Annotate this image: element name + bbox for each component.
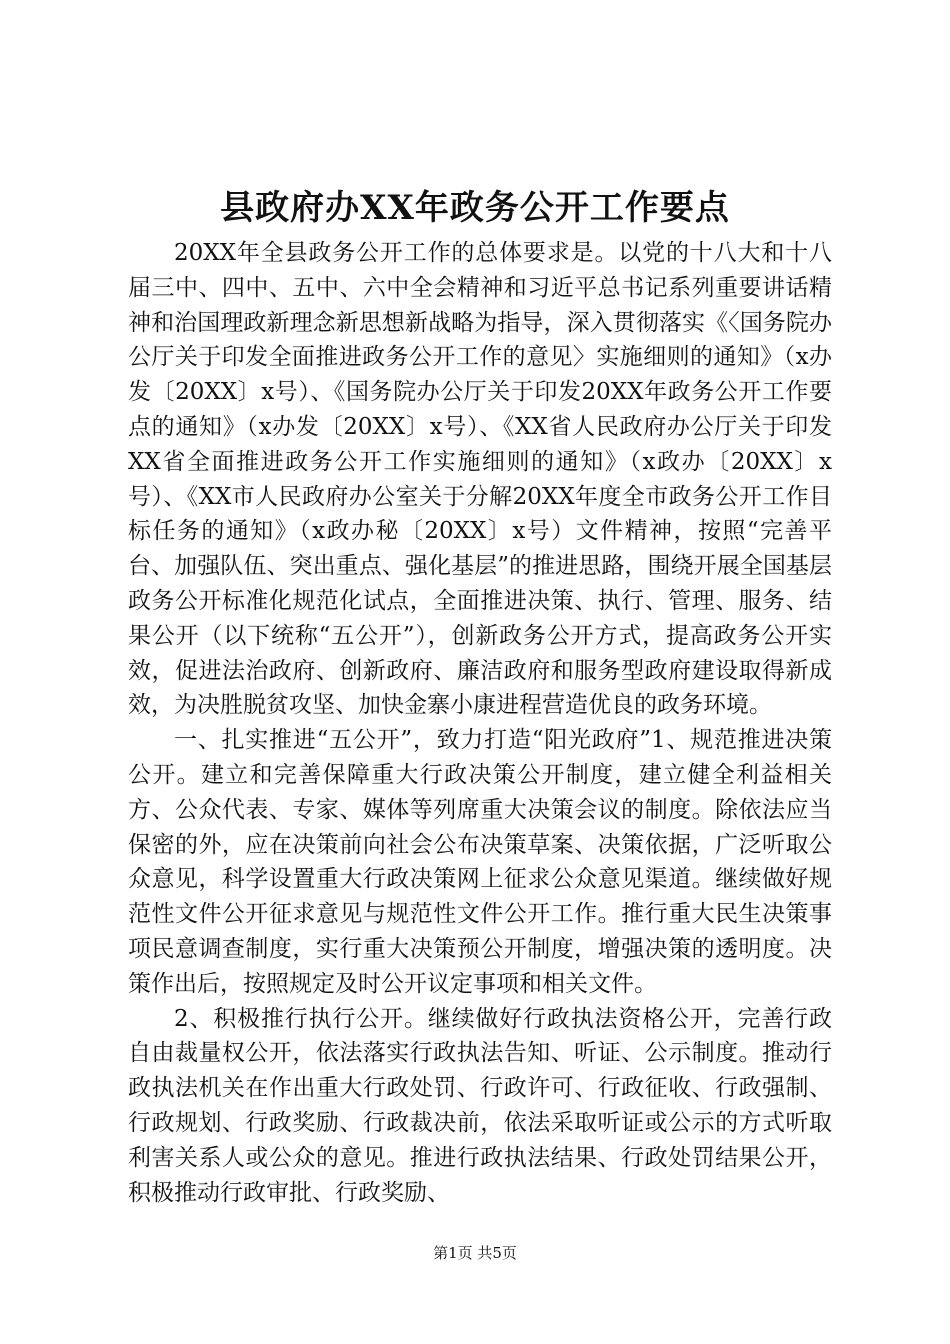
- page-number-footer: 第1页 共5页: [433, 1244, 517, 1262]
- document-body: [128, 236, 832, 1210]
- paragraph: 2、积极推行执行公开。继续做好行政执法资格公开，完善行政自由裁量权公开，依法落实行政执法告知、听证、公示制度。推动行政执法机关在作出重大行政处罚、行政许可、行政征收、行政强制、行政规划、行政奖励、行政裁决前，依法采取听证或公示的方式听取利害关系人或公众的意见。推进行政执法结果、行政处罚结果公开，积极推动行政审批、行政奖励、: [128, 1005, 832, 1206]
- document-title: 县政府办XX年政务公开工作要点: [220, 188, 730, 228]
- paragraph: 一、扎实推进“五公开”，致力打造“阳光政府”1、规范推进决策公开。建立和完善保障重大行政决策公开制度，建立健全利益相关方、公众代表、专家、媒体等列席重大决策会议的制度。除依法应当保密的外，应在决策前向社会公布决策草案、决策依据，广泛听取公众意见，科学设置重大行政决策网上征求公众意见渠道。继续做好规范性文件公开征求意见与规范性文件公开工作。推行重大民生决策事项民意调查制度，实行重大决策预公开制度，增强决策的透明度。决策作出后，按照规定及时公开议定事项和相关文件。: [128, 727, 832, 997]
- paragraph: 20XX年全县政务公开工作的总体要求是。以党的十八大和十八届三中、四中、五中、六中全会精神和习近平总书记系列重要讲话精神和治国理政新理念新思想新战略为指导，深入贯彻落实《〈国务院办公厅关于印发全面推进政务公开工作的意见〉实施细则的通知》（x办发〔20XX〕x号）、《国务院办公厅关于印发20XX年政务公开工作要点的通知》（x办发〔20XX〕x号）、《XX省人民政府办公厅关于印发XX省全面推进政务公开工作实施细则的通知》（x政办〔20XX〕x号）、《XX市人民政府办公室关于分解20XX年度全市政务公开工作目标任务的通知》（x政办秘〔20XX〕x号）文件精神，按照“完善平台、加强队伍、突出重点、强化基层”的推进思路，围绕开展全国基层政务公开标准化规范化试点，全面推进决策、执行、管理、服务、结果公开（以下统称“五公开”），创新政务公开方式，提高政务公开实效，促进法治政府、创新政府、廉洁政府和服务型政府建设取得新成效，为决胜脱贫攻坚、加快金寨小康进程营造优良的政务环境。: [128, 240, 832, 719]
